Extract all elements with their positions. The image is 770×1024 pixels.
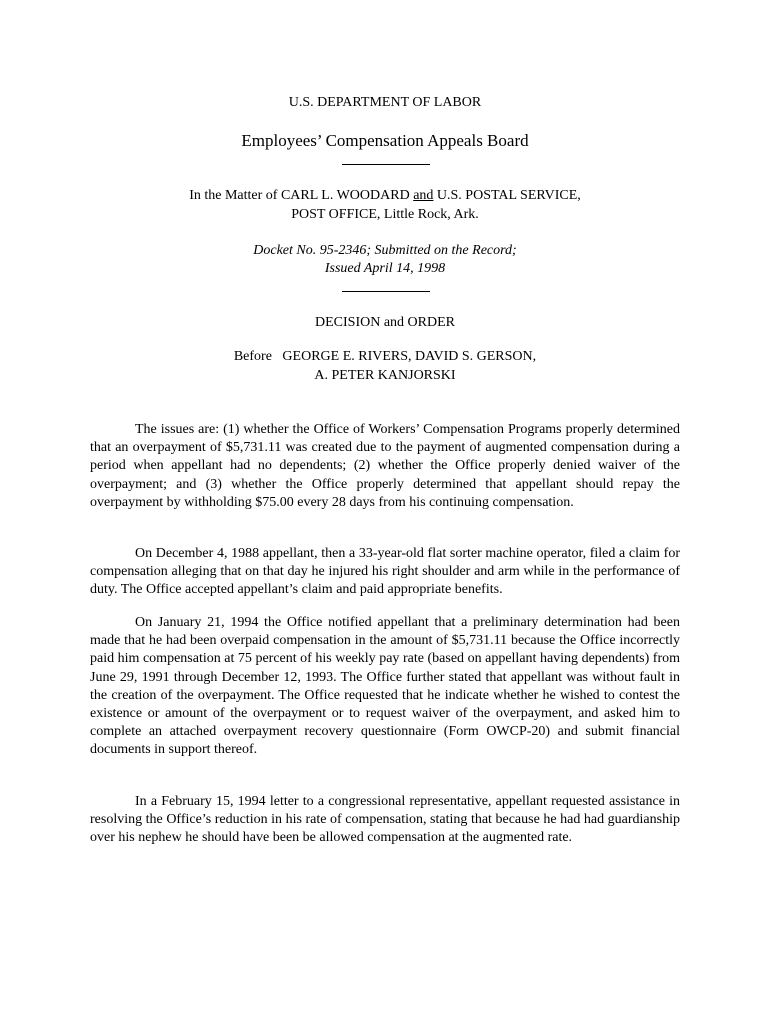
docket-line-1: Docket No. 95-2346; Submitted on the Record;	[253, 243, 517, 258]
body-paragraph-issues: The issues are: (1) whether the Office of Workers’ Compensation Programs properly determined that an overpayment of $5,731.11 was created due to the payment of augmented compensation during a period when appellant had no dependents; (2) whether the Office properly denied waiver of the overpayment; and (3) whether the Office properly determined that appellant should repay the overpayment by withholding $75.00 every 28 days from his continuing compensation.	[90, 422, 680, 510]
before-line-1: Before GEORGE E. RIVERS, DAVID S. GERSON,	[233, 349, 537, 364]
agency-heading: U.S. DEPARTMENT OF LABOR	[288, 95, 482, 110]
before-line-2: A. PETER KANJORSKI	[314, 368, 456, 383]
decision-title: DECISION and ORDER	[315, 315, 455, 330]
body-paragraph-overpayment: On January 21, 1994 the Office notified appellant that a preliminary determination had been made that he had been overpaid compensation in the amount of $5,731.11 because the Office incorrectly paid him compensation at 75 percent of his weekly pay rate (based on appellant having dependents) from June 29, 1991 through December 12, 1993. The Office further stated that appellant was without fault in the creation of the overpayment. The Office requested that he indicate whether he wished to contest the existence or amount of the overpayment or to request waiver of the overpayment, and asked him to complete an attached overpayment recovery questionnaire (Form OWCP-20) and submit financial documents in support thereof.	[90, 615, 680, 758]
matter-line-2: POST OFFICE, Little Rock, Ark.	[291, 207, 479, 222]
matter-suffix: U.S. POSTAL SERVICE,	[433, 188, 581, 203]
body-paragraph-claim: On December 4, 1988 appellant, then a 33-year-old flat sorter machine operator, filed a claim for compensation alleging that on that day he injured his right shoulder and arm while in the performance of duty. The Office accepted appellant’s claim and paid appropriate benefits.	[90, 546, 680, 598]
docket-divider	[342, 291, 430, 292]
matter-and: and	[413, 188, 434, 203]
board-heading: Employees’ Compensation Appeals Board	[241, 131, 529, 150]
docket-line-2: Issued April 14, 1998	[324, 261, 446, 276]
body-paragraph-letter: In a February 15, 1994 letter to a congressional representative, appellant requested assistance in resolving the Office’s reduction in his rate of compensation, stating that because he had had guardianship over his nephew he should have been be allowed compensation at the augmented rate.	[90, 794, 680, 846]
matter-line-1	[0, 187, 770, 205]
matter-prefix: In the Matter of CARL L. WOODARD	[189, 188, 414, 203]
heading-divider	[342, 164, 430, 165]
